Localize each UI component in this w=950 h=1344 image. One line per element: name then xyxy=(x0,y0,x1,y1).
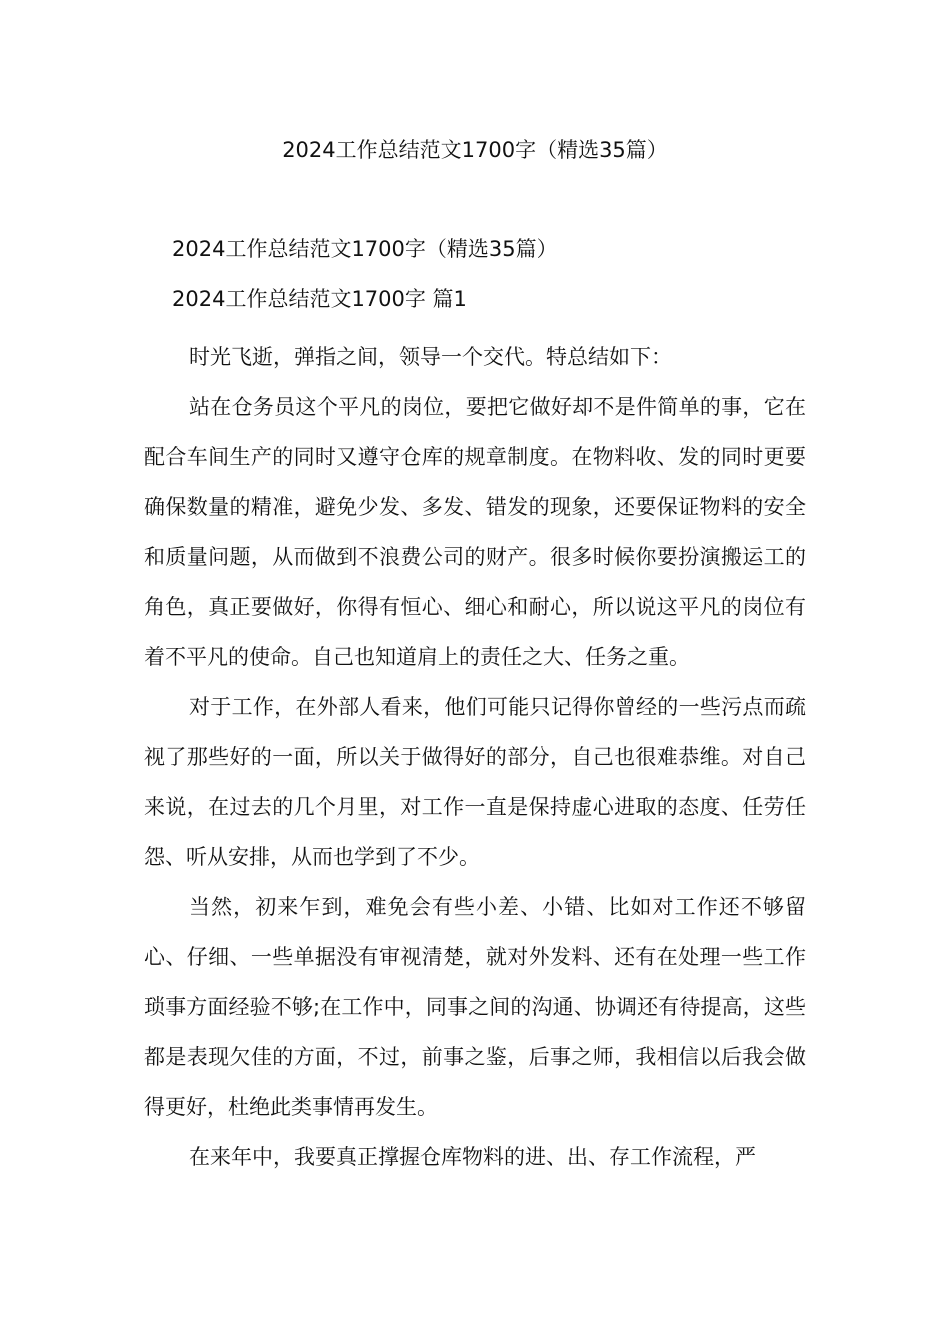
document-subtitle: 2024工作总结范文1700字（精选35篇） xyxy=(172,237,558,261)
paragraph-next-year: 在来年中，我要真正撑握仓库物料的进、出、存工作流程，严 xyxy=(189,1145,756,1169)
paragraph-intro: 时光飞逝，弹指之间，领导一个交代。特总结如下： xyxy=(189,345,672,369)
paragraph-attitude: 对于工作，在外部人看来，他们可能只记得你曾经的一些污点而疏视了那些好的一面，所以关于做得好的部分，自己也很难恭维。对自己来说，在过去的几个月里，对工作一直是保持虚心进取的态度、任劳任怨、听从安排，从而也学到了不少。 xyxy=(144,695,806,869)
paragraph-shortcomings: 当然，初来乍到，难免会有些小差、小错、比如对工作还不够留心、仔细、一些单据没有审视清楚，就对外发料、还有在处理一些工作琐事方面经验不够;在工作中，同事之间的沟通、协调还有待提高，这些都是表现欠佳的方面，不过，前事之鉴，后事之师，我相信以后我会做得更好，杜绝此类事情再发生。 xyxy=(144,895,806,1119)
section-title: 2024工作总结范文1700字 篇1 xyxy=(172,287,467,311)
paragraph-role: 站在仓务员这个平凡的岗位，要把它做好却不是件简单的事，它在配合车间生产的同时又遵守仓库的规章制度。在物料收、发的同时更要确保数量的精准，避免少发、多发、错发的现象，还要保证物料的安全和质量问题，从而做到不浪费公司的财产。很多时候你要扮演搬运工的角色，真正要做好，你得有恒心、细心和耐心，所以说这平凡的岗位有着不平凡的使命。自己也知道肩上的责任之大、任务之重。 xyxy=(144,395,806,669)
document-title: 2024工作总结范文1700字（精选35篇） xyxy=(282,138,668,162)
document-body xyxy=(144,332,806,1182)
